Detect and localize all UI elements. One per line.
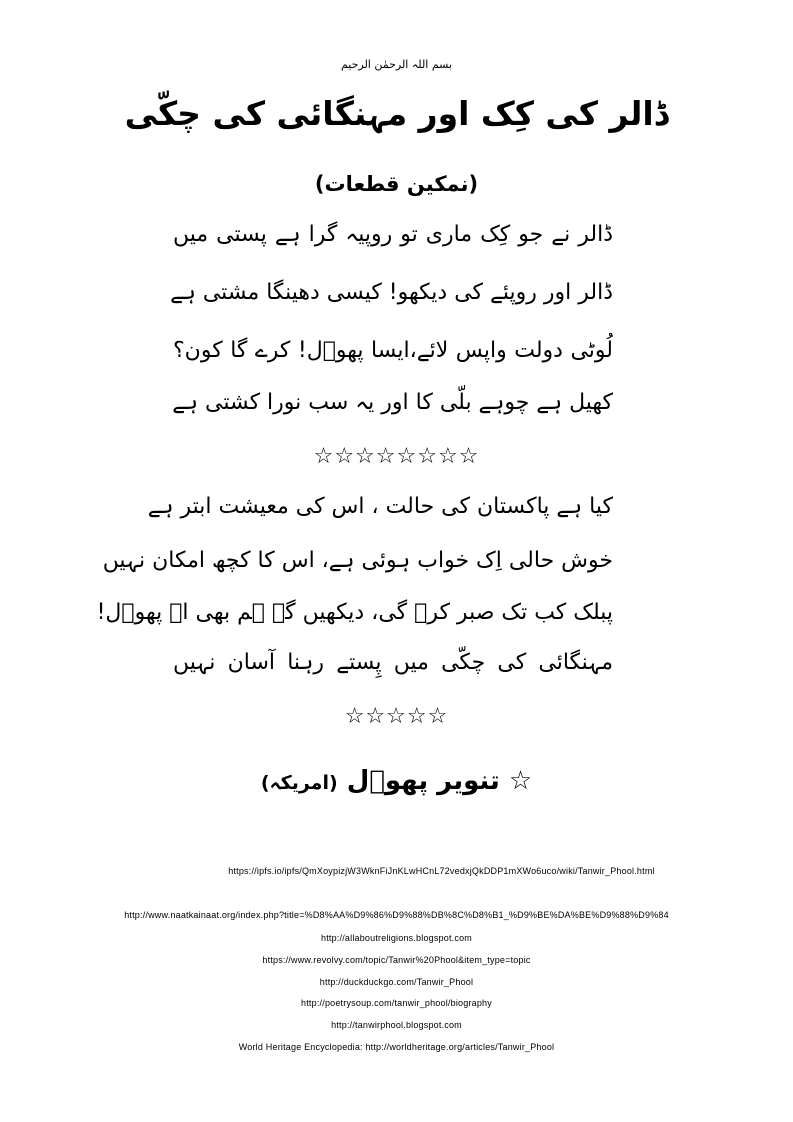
poem-line: پبلک کب تک صبر کرے گی، دیکھیں گے ہم بھی اے پھوؔل! [96, 600, 613, 625]
poem-line: کیا ہے پاکستان کی حالت ، اس کی معیشت ابتر ہے [147, 494, 613, 519]
poem-line: مہنگائی کی چکّی میں پِستے رہنا آسان نہیں [173, 650, 613, 675]
page-title: ڈالر کی کِک اور مہنگائی کی چکّی [124, 94, 669, 133]
poem-line: ڈالر اور روپئے کی دیکھو! کیسی دھینگا مشتی ہے [170, 280, 613, 305]
poet-signature [0, 766, 793, 796]
bismillah-heading: بسم اللہ الرحمٰن الرحیم [340, 58, 453, 71]
poet-location: (امریکہ) [260, 772, 338, 794]
reference-link[interactable]: http://allaboutreligions.blogspot.com [321, 933, 472, 943]
poem-line: کھیل ہے چوہے بلّی کا اور یہ سب نورا کشتی ہے [172, 390, 613, 415]
reference-link[interactable]: http://duckduckgo.com/Tanwir_Phool [319, 977, 474, 987]
reference-link[interactable]: http://poetrysoup.com/tanwir_phool/biography [301, 998, 492, 1008]
star-separator: ☆☆☆☆☆☆☆☆ [313, 444, 480, 469]
page-subtitle: (نمکین قطعات) [314, 172, 479, 196]
reference-link[interactable]: http://tanwirphool.blogspot.com [331, 1020, 462, 1030]
reference-link[interactable]: https://ipfs.io/ipfs/QmXoypizjW3WknFiJnKLwHCnL72vedxjQkDDP1mXWo6uco/wiki/Tanwir_Phool.html [228, 866, 655, 876]
reference-link[interactable]: World Heritage Encyclopedia: http://worldheritage.org/articles/Tanwir_Phool [238, 1042, 555, 1052]
poem-line: لُوٹی دولت واپس لائے،ایسا پھوؔل! کرے گا کون؟ [173, 338, 613, 363]
star-separator: ☆☆☆☆☆ [344, 704, 449, 729]
poem-line: ڈالر نے جو کِک ماری تو روپیہ گرا ہے پستی میں [173, 222, 613, 247]
poet-name: تنویر پھوؔل [346, 766, 500, 796]
poem-line: خوش حالی اِک خواب ہوئی ہے، اس کا کچھ امکان نہیں [102, 548, 613, 573]
reference-link[interactable]: http://www.naatkainaat.org/index.php?title=%D8%AA%D9%86%D9%88%DB%8C%D8%B1_%D9%BE%DA%BE%D9%88%D9%84 [124, 910, 669, 920]
reference-link[interactable]: https://www.revolvy.com/topic/Tanwir%20Phool&item_type=topic [262, 955, 531, 965]
star-icon: ☆ [508, 766, 533, 796]
